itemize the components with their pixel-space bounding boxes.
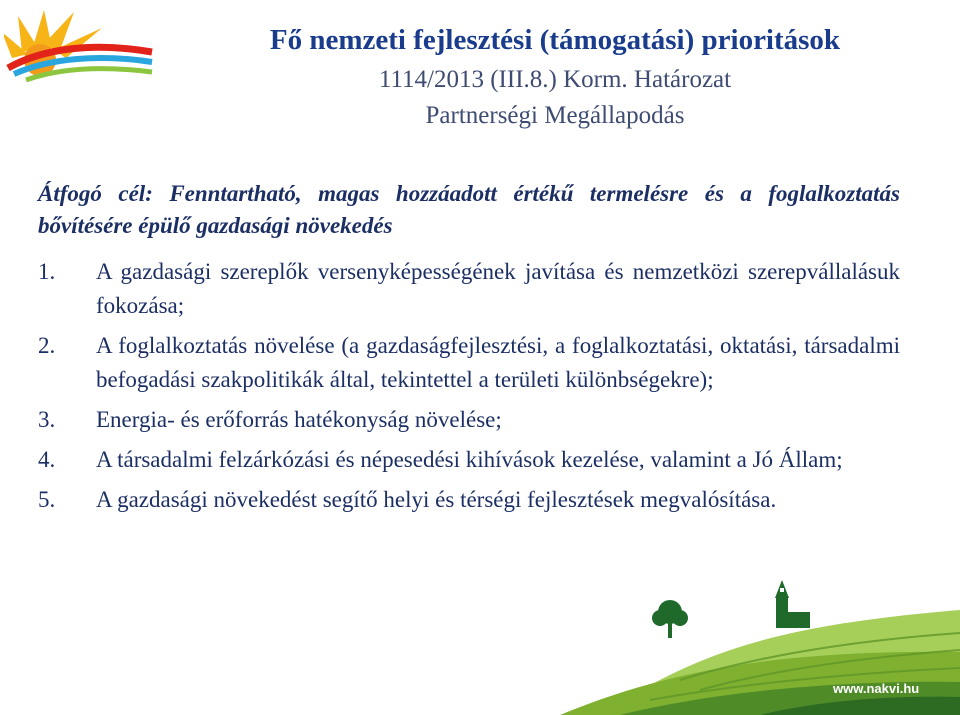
priority-number: 1. xyxy=(38,259,56,284)
page-title: Fő nemzeti fejlesztési (támogatási) prioritások xyxy=(269,24,841,56)
priority-number: 3. xyxy=(38,407,56,432)
priority-text: A gazdasági növekedést segítő helyi és térségi fejlesztések megvalósítása. xyxy=(96,487,777,512)
priority-number: 2. xyxy=(38,333,56,358)
overall-goal-text: : Fenntartható, magas hozzáadott értékű termelésre és a foglalkoztatás bővítésére épülő gazdasági növekedés xyxy=(38,181,900,238)
agreement-subtitle: Partnerségi Megállapodás xyxy=(425,102,685,129)
priority-item xyxy=(38,329,900,397)
priority-number: 4. xyxy=(38,447,56,472)
priority-item xyxy=(38,255,900,323)
overall-goal xyxy=(38,178,900,242)
overall-goal-label: Átfogó cél xyxy=(38,181,146,206)
priority-text: Energia- és erőforrás hatékonyság növelése; xyxy=(96,407,502,432)
priority-text: A társadalmi felzárkózási és népesedési kihívások kezelése, valamint a Jó Állam; xyxy=(96,447,843,472)
priority-item xyxy=(38,443,900,477)
priority-item xyxy=(38,403,900,437)
priority-number: 5. xyxy=(38,487,56,512)
sun-logo-icon xyxy=(4,2,154,82)
priority-item xyxy=(38,483,900,517)
priorities-list xyxy=(38,255,900,523)
decree-subtitle: 1114/2013 (III.8.) Korm. Határozat xyxy=(378,66,732,93)
website-link[interactable]: www.nakvi.hu xyxy=(833,681,920,696)
priority-text: A gazdasági szereplők versenyképességének javítása és nemzetközi szerepvállalásuk fokozása; xyxy=(96,259,900,318)
priority-text: A foglalkoztatás növelése (a gazdaságfejlesztési, a foglalkoztatási, oktatási, társadalmi befogadási szakpolitikák által, tekintettel a területi különbségekre); xyxy=(96,333,900,392)
